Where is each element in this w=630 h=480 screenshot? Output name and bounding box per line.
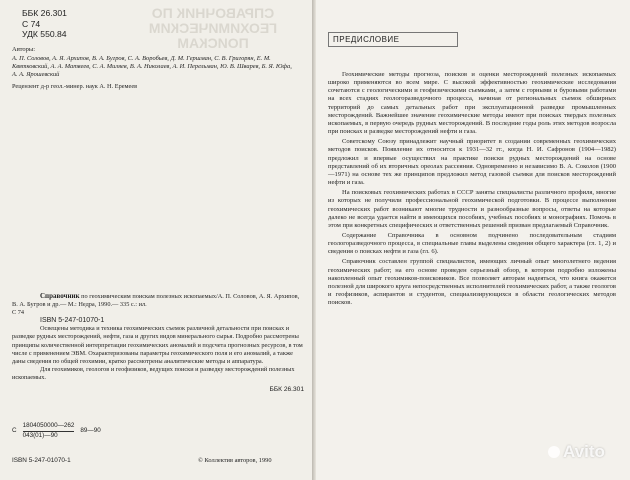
preface-paragraph-4: Содержание Справочника в основном подчинено последовательным стадиям геологоразведочного процесса, в специальные главы выделены сведения общего характера (гл. 1, 2) и сведения о поисках нефти и газа (гл. 6).	[328, 231, 616, 256]
authors-list: А. П. Соловов, А. Я. Архипов, В. А. Бугров, С. А. Воробьев, Д. М. Гершман, С. В. Григорян, Е. М. Квятковский, А. А. Матвеев, С. А. Миляев, В. А. Николаев, А. И. Перельман, Ю. В. Шварев, Б. Я. Юфа, А. А. Ярошевский	[12, 54, 292, 79]
code-line2: 043(01)—90	[22, 431, 58, 439]
catalog-description: Освещены методика и техника геохимических съемок различной детальности при поисках и разведке рудных месторождений, нефти, газа и других видов минерального сырья. Подробно рассмотрены принципы количественной интерпретации геохимических аномалий и подсчета прогнозных ресурсов, в том числе с применением ЭВМ. Охарактеризованы параметры геохимического поля и его аномалий, а также даны сведения по общей геохимии, кратко рассмотрены аналитические методы и аппаратура.	[12, 325, 303, 365]
bbk-code: ББК 26.301	[22, 8, 67, 18]
preface-paragraph-2: Советскому Союзу принадлежит научный приоритет в создании современных геохимических методов поисков. Появление их относится к 1931—32 гг., когда Н. И. Сафронов (1904—1982) предложил и впервые осуществил на практике поиски рудных месторождений на основе представлений об их вторичных ореолах рассеяния. Одновременно и независимо В. А. Соколов (1900—1971) на основе тех же принципов предложил метод газовой съемки для поисков месторождений нефти и газа.	[328, 138, 616, 187]
isbn-bottom: ISBN 5-247-01070-1	[12, 457, 71, 464]
preface-paragraph-3: На поисковых геохимических работах в СССР заняты специалисты различного профиля, многие из которых не получили профессиональной геохимической подготовки. В процессе выполнения геохимических работ возникают многие трудности и разнообразные вопросы, ответы на которые далеко не всегда удается найти в имеющихся пособиях, учебных пособиях и монографиях. Помочь в этом при конкретных специфических и ответственных решений призван предлагаемый Справочник.	[328, 189, 616, 229]
avito-logo-icon	[548, 446, 560, 458]
right-page	[316, 0, 630, 480]
publisher-codes	[12, 422, 304, 440]
avito-watermark	[548, 442, 605, 462]
c74-code: С 74	[22, 18, 41, 29]
preface-title: ПРЕДИСЛОВИЕ	[328, 32, 458, 47]
code-line3: 89—90	[80, 426, 101, 434]
bleed-through-title: СПРАВОЧНИК ПО ГЕОХИМИЧЕСКИМ ПОИСКАМ	[148, 5, 278, 51]
catalog-c74: С 74	[12, 309, 25, 317]
catalog-head: Справочник	[40, 292, 80, 300]
code-line1: 1804050000—262	[23, 422, 75, 432]
code-c: С	[12, 426, 17, 434]
udk-code: УДК 550.84	[22, 29, 67, 39]
reviewer: Рецензент д-р геол.-минер. наук А. Н. Еремеев	[12, 83, 138, 91]
left-page	[0, 0, 312, 480]
authors-label: Авторы:	[12, 45, 36, 53]
copyright: © Коллектив авторов, 1990	[198, 457, 272, 464]
preface-paragraph-1: Геохимические методы прогноза, поисков и оценки месторождений полезных ископаемых широко применяются во всем мире. С высокой эффективностью геохимические исследования сочетаются с геологическими и геофизическими съемками, а затем с горными и буровыми работами на всех стадиях геологоразведочного процесса, начиная от региональных съемок обширных территорий до самых детальных работ при эксплуатационной разведке промышленных месторождений. Важнейшее значение геохимические методы имеют при поисках твердых полезных ископаемых, в первую очередь рудных месторождений. В последние годы роль этих методов возросла при поисках и разведке месторождений нефти и газа.	[328, 71, 616, 136]
watermark-text: Avito	[563, 442, 605, 461]
catalog-audience: Для геохимиков, геологов и геофизиков, ведущих поиски и разведку месторождений полезных ископаемых.	[12, 365, 295, 381]
catalog-isbn: ISBN 5-247-01070-1	[40, 317, 105, 325]
preface-paragraph-5: Справочник составлен группой специалистов, имеющих личный опыт многолетнего ведения геохимических работ; на его основе проведен серьезный обзор, в котором подробно изложены накопленный опыт геохимиков-поисковиков. Все позволяет авторам надеяться, что книга окажется полезной для широкого круга непосредственных исполнителей геохимических работ, а также геологов и геофизиков, аспирантов и студентов, специализирующихся в области геологических методов поисков.	[328, 258, 616, 307]
catalog-line1: по геохимическим поискам полезных ископаемых/А. П. Соловов, А. Я. Архипов, В. А. Бугров и др.— М.: Недра, 1990.— 335 с.: ил.	[12, 293, 300, 309]
bbk-bottom: ББК 26.301	[269, 386, 304, 394]
catalog-card	[12, 292, 304, 394]
